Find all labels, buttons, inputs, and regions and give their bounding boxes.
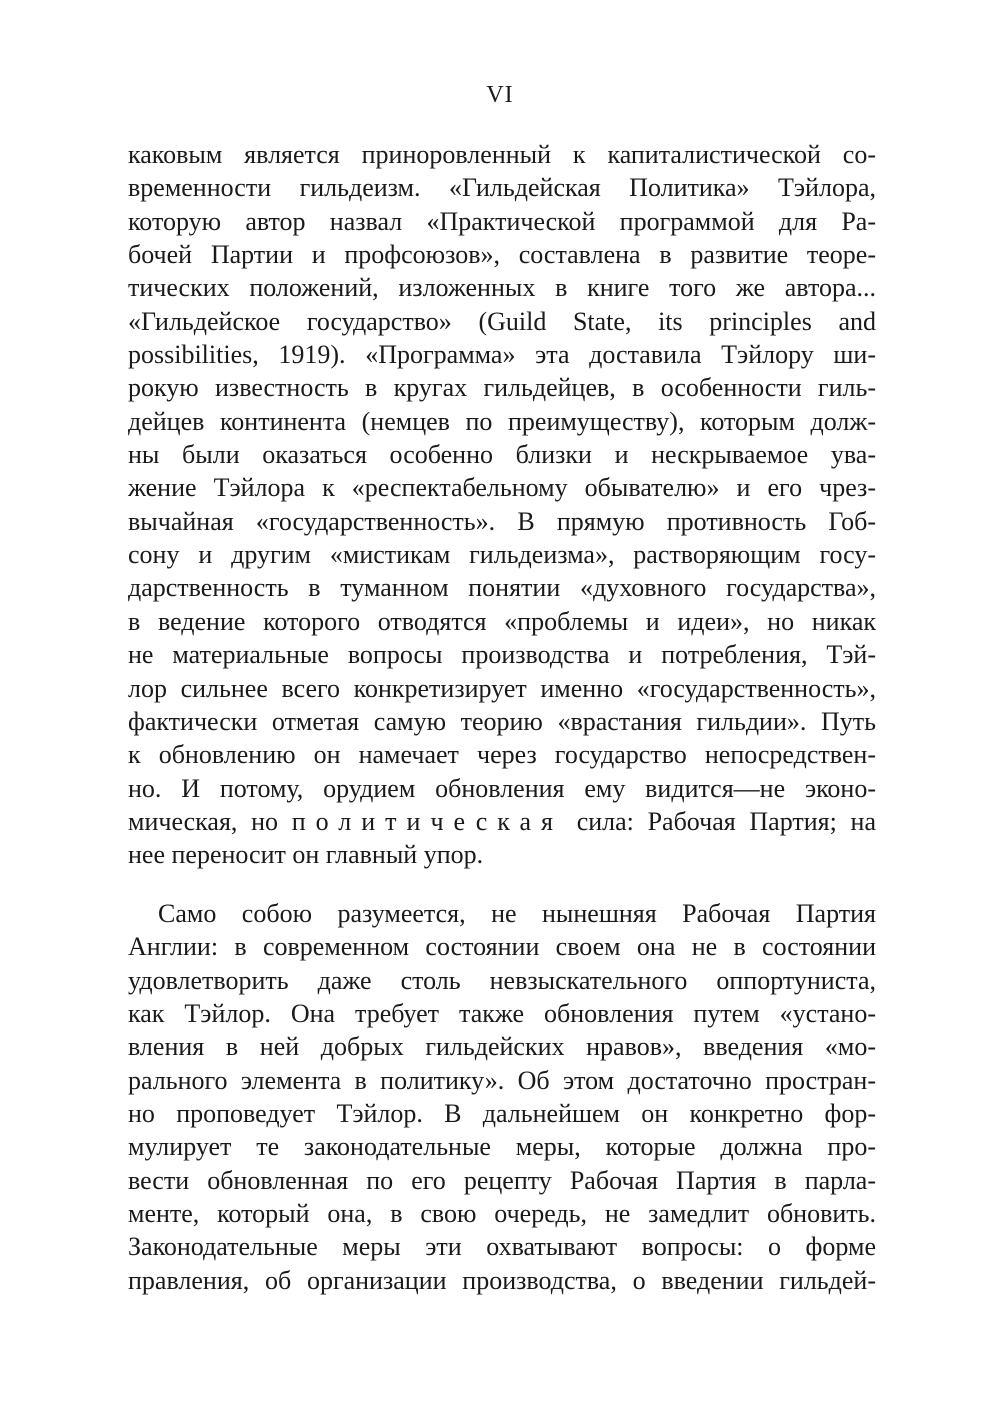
paragraph-1 [128, 138, 876, 872]
text-line: к обновлению он намечает через государство непосредствен- [128, 740, 876, 770]
text-line: possibilities, 1919). «Программа» эта доставила Тэйлору ши- [128, 340, 876, 370]
text-line: но. И потому, орудием обновления ему видится—не эконо- [128, 773, 876, 803]
text-line: мулирует те законодательные меры, которые должна про- [128, 1132, 876, 1162]
text-line: Само собою разумеется, не нынешняя Рабочая Партия [158, 899, 876, 928]
paragraph-2 [128, 897, 876, 1297]
text-line: сону и другим «мистикам гильдеизма», растворяющим госу- [128, 540, 876, 570]
text-line: каковым является приноровленный к капиталистической со- [128, 140, 876, 169]
text-line: «Гильдейское государство» (Guild State, its principles and [128, 306, 876, 336]
text-line: которую автор назвал «Практической программой для Ра- [128, 206, 876, 236]
line-part-after: сила: Рабочая Партия; на [563, 806, 876, 836]
text-line: дейцев континента (немцев по преимуществу), которым долж- [128, 406, 876, 436]
text-line: вления в ней добрых гильдейских нравов», введения «мо- [128, 1032, 876, 1062]
page-number: VI [486, 82, 514, 108]
text-line: менте, который она, в свою очередь, не замедлит обновить. [128, 1199, 876, 1229]
text-line: ны были оказаться особенно близки и нескрываемое ува- [128, 440, 876, 470]
text-line: дарственность в туманном понятии «духовного государства», [128, 573, 876, 603]
text-line: лор сильнее всего конкретизирует именно «государственность», [128, 673, 876, 703]
text-line: рокую известность в кругах гильдейцев, в особенности гиль- [128, 373, 876, 403]
text-line: рального элемента в политику». Об этом достаточно простран- [128, 1065, 876, 1095]
text-line: фактически отметая самую теорию «врастания гильдии». Путь [128, 706, 876, 736]
text-line: как Тэйлор. Она требует также обновления путем «устано- [128, 999, 876, 1029]
text-line: нее переносит он главный упор. [128, 840, 484, 870]
text-line: удовлетворить даже столь невзыскательного оппортуниста, [128, 965, 876, 995]
text-line: но проповедует Тэйлор. В дальнейшем он конкретно фор- [128, 1099, 876, 1129]
text-line: временности гильдеизм. «Гильдейская Политика» Тэйлора, [128, 173, 876, 203]
text-line: в ведение которого отводятся «проблемы и идеи», но никак [128, 606, 876, 636]
text-line: бочей Партии и профсоюзов», составлена в развитие теоре- [128, 240, 876, 270]
text-line: Англии: в современном состоянии своем она не в состоянии [128, 932, 876, 962]
text-line: тических положений, изложенных в книге того же автора... [128, 273, 876, 303]
spaced-emphasis-word: политическая [291, 806, 563, 836]
text-line: вести обновленная по его рецепту Рабочая Партия в парла- [128, 1165, 876, 1195]
text-line: жение Тэйлора к «респектабельному обывателю» и его чрез- [128, 473, 876, 503]
text-line: вычайная «государственность». В прямую противность Гоб- [128, 506, 876, 536]
text-line: Законодательные меры эти охватывают вопросы: о форме [128, 1232, 876, 1262]
text-line: не материальные вопросы производства и потребления, Тэй- [128, 640, 876, 670]
text-line: правления, об организации производства, о введении гильдей- [128, 1265, 876, 1295]
line-part-before: мическая, но [128, 806, 292, 836]
text-line-with-spaced-word [128, 805, 876, 838]
